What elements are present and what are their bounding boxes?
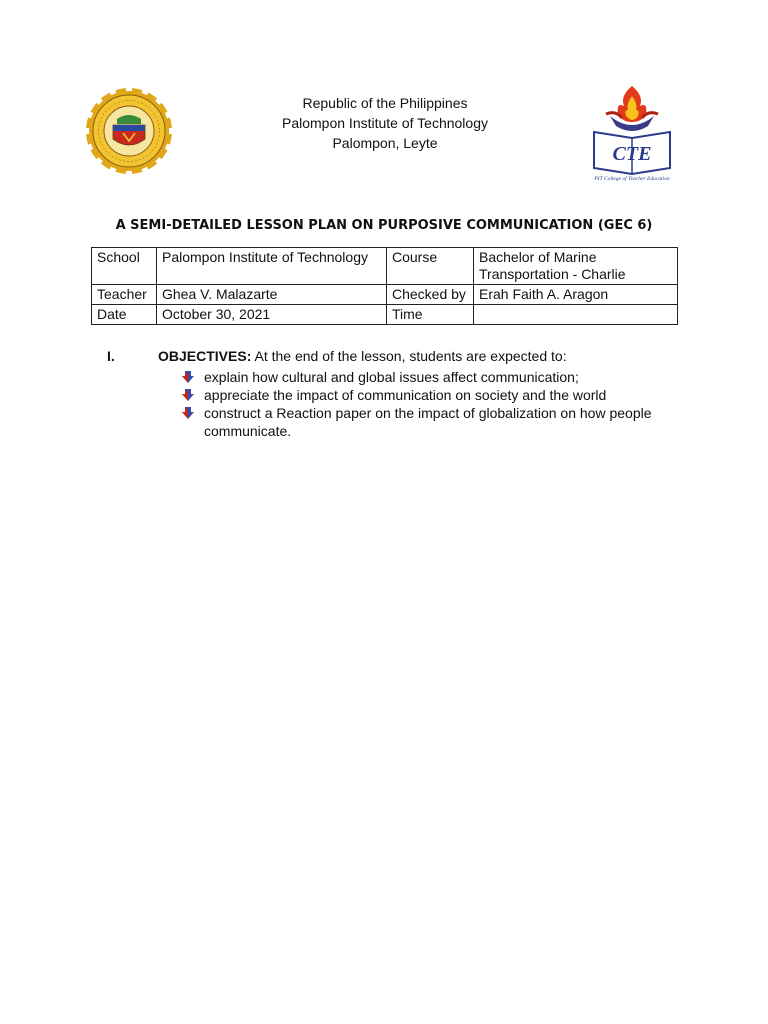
header-country: Republic of the Philippines [302,95,468,111]
table-row [92,305,678,325]
lesson-plan-title: A SEMI-DETAILED LESSON PLAN ON PURPOSIVE COMMUNICATION (GEC 6) [115,218,653,233]
school-label: School [92,248,157,285]
table-row [92,285,678,305]
objective-text: appreciate the impact of communication on society and the world [204,387,607,403]
date-value: October 30, 2021 [157,305,387,325]
objectives-title [158,348,567,364]
section-numeral: I. [107,348,115,364]
objectives-section [107,348,667,440]
checked-by-value: Erah Faith A. Aragon [474,285,678,305]
table-row [92,248,678,285]
time-label: Time [387,305,474,325]
objectives-heading: OBJECTIVES: [158,348,252,364]
checked-by-label: Checked by [387,285,474,305]
arrow-bullet-icon [182,371,194,383]
pit-seal-icon [84,86,174,176]
objective-text: explain how cultural and global issues affect communication; [204,369,579,385]
document-header [230,93,540,153]
teacher-value: Ghea V. Malazarte [157,285,387,305]
cte-logo-text: CTE [612,143,652,165]
course-value: Bachelor of Marine Transportation - Charlie [474,248,678,285]
cte-torch-book-icon [586,80,678,182]
header-location: Palompon, Leyte [332,135,438,151]
objective-text: construct a Reaction paper on the impact of globalization on how people communicate. [204,405,652,439]
cte-logo-caption: PIT College of Teacher Education [594,176,670,182]
school-value: Palompon Institute of Technology [157,248,387,285]
objectives-heading-row [107,348,667,368]
lesson-info-table [91,247,678,325]
list-item [182,368,667,386]
list-item [182,404,667,440]
time-value [474,305,678,325]
date-label: Date [92,305,157,325]
objectives-list [107,368,667,440]
arrow-bullet-icon [182,389,194,401]
arrow-bullet-icon [182,407,194,419]
teacher-label: Teacher [92,285,157,305]
list-item [182,386,667,404]
objectives-intro: At the end of the lesson, students are expected to: [254,348,567,364]
course-label: Course [387,248,474,285]
header-institute: Palompon Institute of Technology [282,115,488,131]
